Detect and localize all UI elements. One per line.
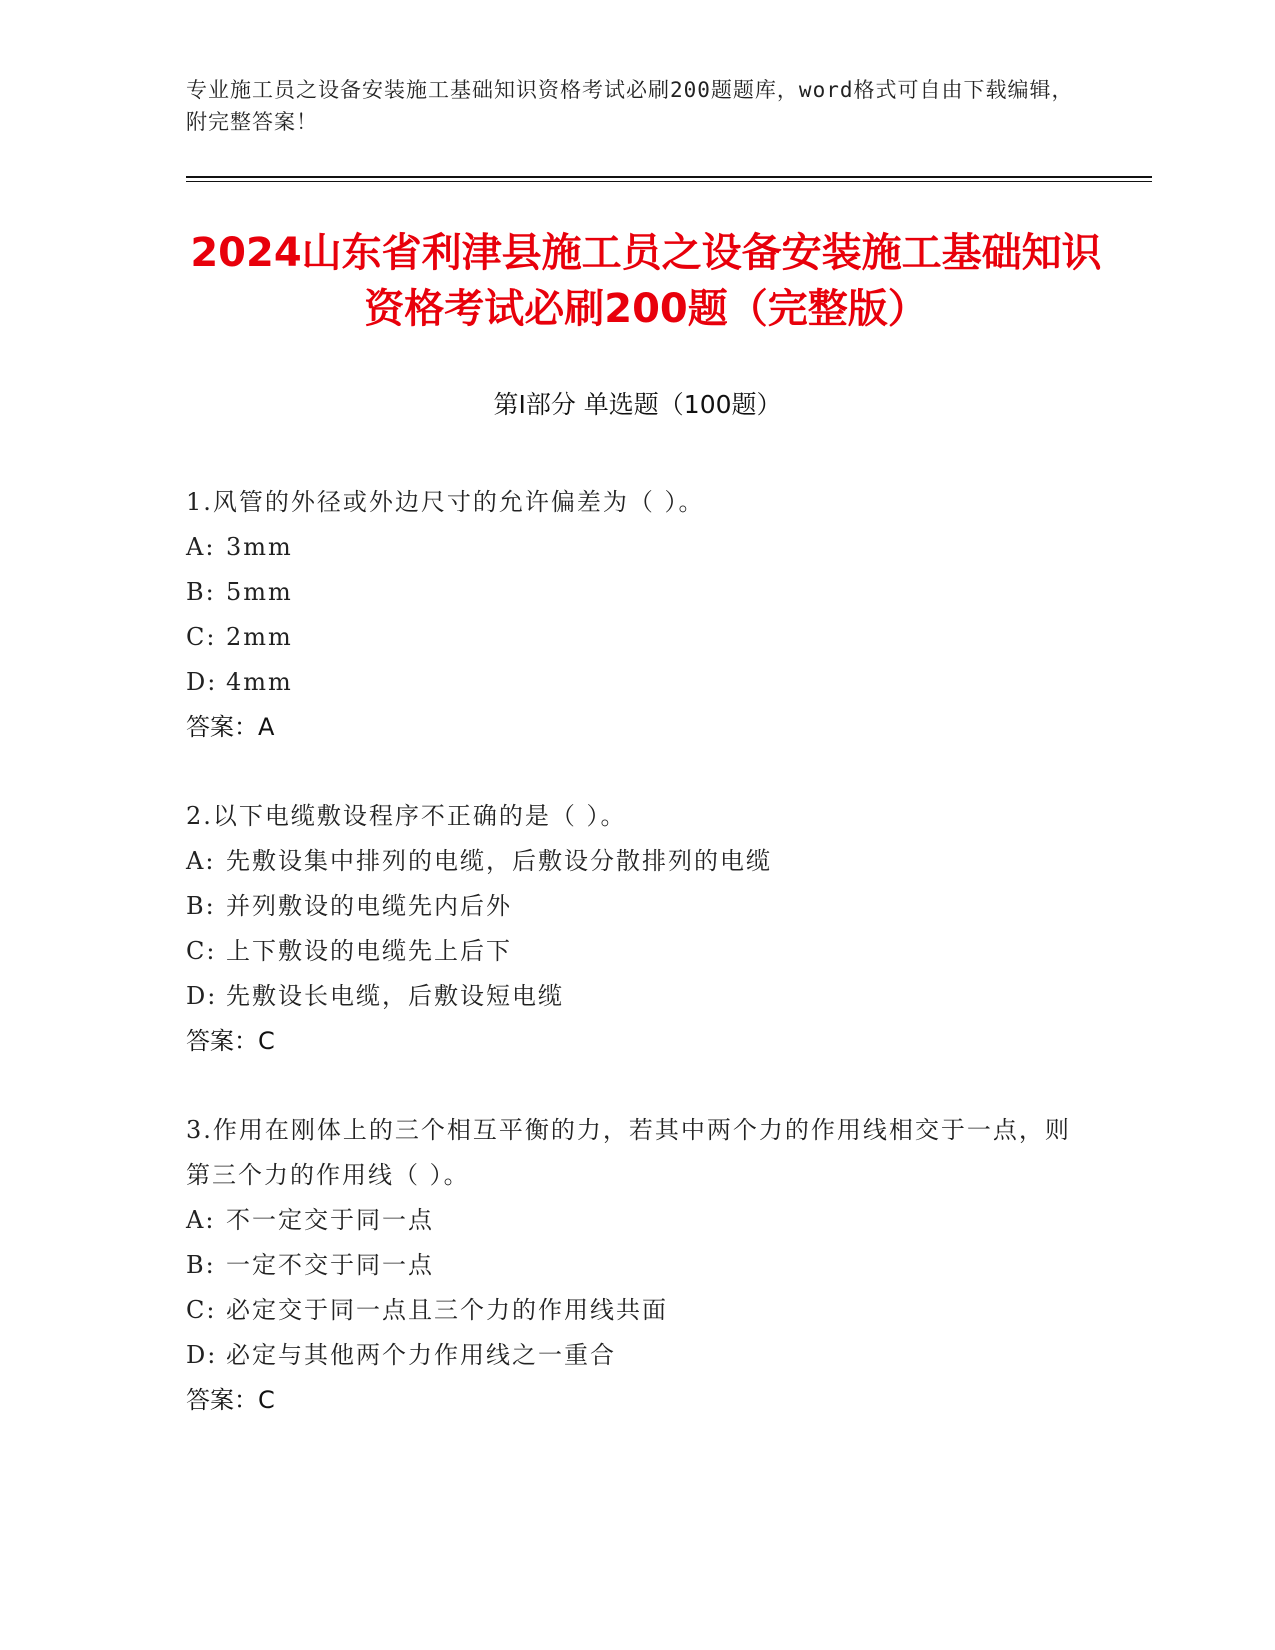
- option-text: 4mm: [226, 668, 293, 696]
- option-a: [186, 525, 1086, 570]
- answer-line: 答案：C: [186, 1027, 275, 1055]
- option-letter: D:: [186, 982, 218, 1010]
- question-item: [186, 480, 1086, 750]
- question-item: [186, 1108, 1086, 1423]
- header-note: 专业施工员之设备安装施工基础知识资格考试必刷200题题库，word格式可自由下载编辑，附完整答案！: [186, 78, 1074, 134]
- option-text: 5mm: [226, 578, 293, 606]
- question-item: [186, 794, 1086, 1064]
- option-text: 3mm: [226, 533, 293, 561]
- option-letter: A:: [186, 533, 216, 561]
- option-letter: B:: [186, 578, 216, 606]
- question-stem: 3.作用在刚体上的三个相互平衡的力，若其中两个力的作用线相交于一点，则第三个力的作用线（ ）。: [186, 1116, 1071, 1189]
- option-text: 先敷设长电缆，后敷设短电缆: [226, 982, 564, 1010]
- option-letter: D:: [186, 1341, 218, 1369]
- option-letter: C:: [186, 1296, 217, 1324]
- option-letter: D:: [186, 668, 218, 696]
- document-title: 2024山东省利津县施工员之设备安装施工基础知识资格考试必刷200题（完整版）: [190, 230, 1102, 332]
- option-text: 2mm: [226, 623, 293, 651]
- option-b: [186, 884, 1086, 929]
- option-b: [186, 1243, 1086, 1288]
- option-d: [186, 1333, 1086, 1378]
- option-d: [186, 974, 1086, 1019]
- option-c: [186, 1288, 1086, 1333]
- answer-line: 答案：C: [186, 1386, 275, 1414]
- option-c: [186, 615, 1086, 660]
- option-letter: B:: [186, 892, 216, 920]
- option-letter: A:: [186, 1206, 216, 1234]
- option-text: 先敷设集中排列的电缆，后敷设分散排列的电缆: [226, 847, 772, 875]
- answer-line: 答案：A: [186, 713, 275, 741]
- option-a: [186, 839, 1086, 884]
- option-letter: C:: [186, 937, 217, 965]
- header-divider-thick: [186, 176, 1152, 178]
- question-list: [186, 480, 1086, 1467]
- option-letter: C:: [186, 623, 217, 651]
- option-text: 一定不交于同一点: [226, 1251, 434, 1279]
- option-a: [186, 1198, 1086, 1243]
- option-b: [186, 570, 1086, 615]
- option-text: 必定与其他两个力作用线之一重合: [226, 1341, 616, 1369]
- option-text: 必定交于同一点且三个力的作用线共面: [226, 1296, 668, 1324]
- option-letter: B:: [186, 1251, 216, 1279]
- option-text: 并列敷设的电缆先内后外: [226, 892, 512, 920]
- option-letter: A:: [186, 847, 216, 875]
- section-heading: 第I部分 单选题（100题）: [493, 390, 782, 419]
- header-divider-thin: [186, 181, 1152, 182]
- question-stem: 2.以下电缆敷设程序不正确的是（ ）。: [186, 802, 627, 830]
- question-stem: 1.风管的外径或外边尺寸的允许偏差为（ ）。: [186, 488, 705, 516]
- option-d: [186, 660, 1086, 705]
- option-text: 不一定交于同一点: [226, 1206, 434, 1234]
- option-c: [186, 929, 1086, 974]
- option-text: 上下敷设的电缆先上后下: [226, 937, 512, 965]
